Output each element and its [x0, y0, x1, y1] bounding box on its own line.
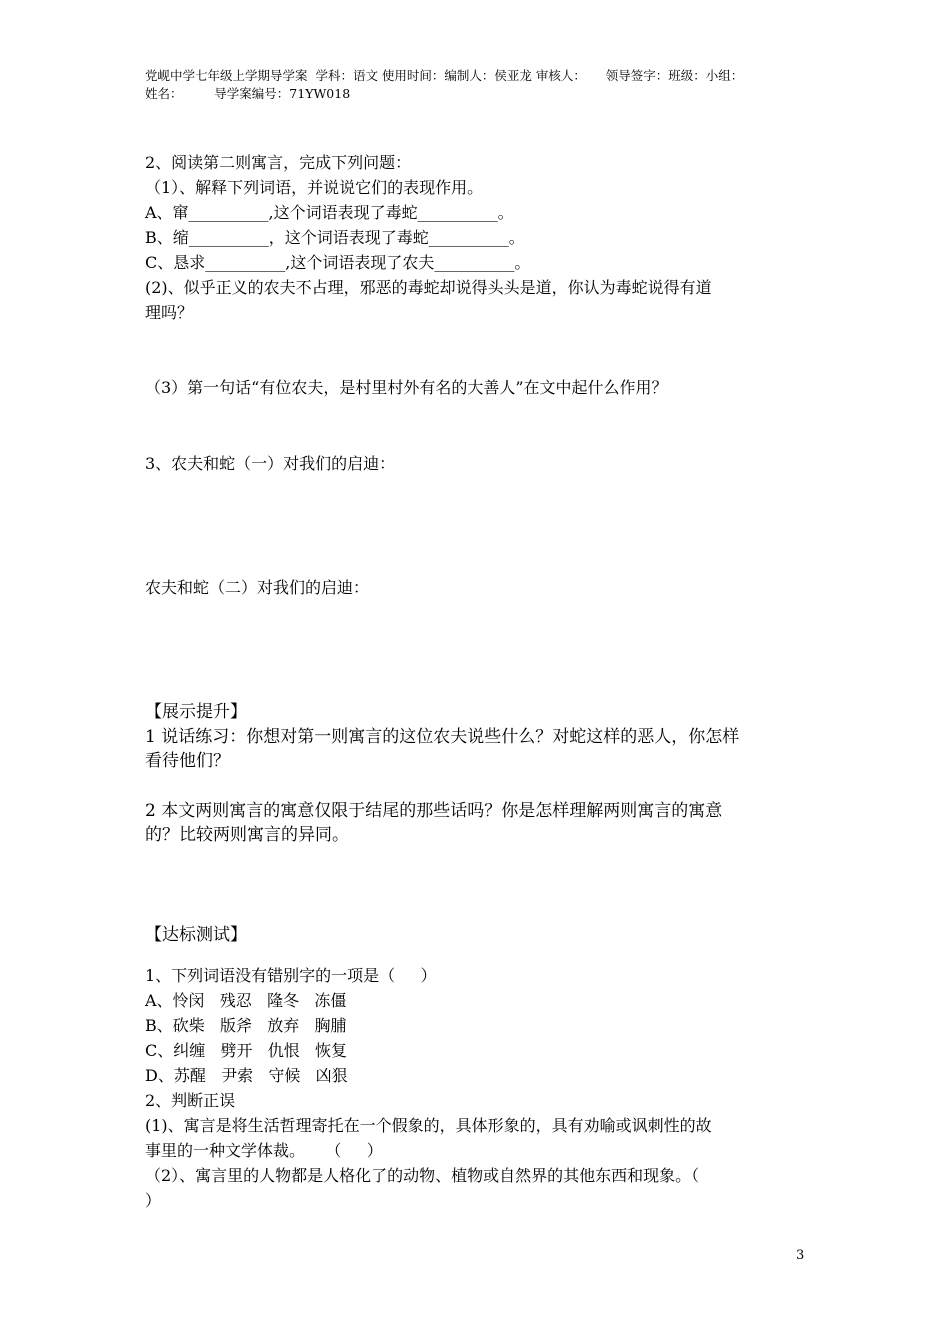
question-2-sub-2-line-2: 理吗？ — [145, 303, 194, 322]
zhanshi-q1-line-2: 看待他们？ — [145, 751, 230, 771]
dabiao-option-d: D、苏醒 尹索 守候 凶狠 — [145, 1066, 348, 1085]
dabiao-q2: 2、判断正误 — [145, 1091, 236, 1110]
section-heading-zhanshi: 【展示提升】 — [145, 702, 247, 722]
page-number: 3 — [796, 1248, 805, 1263]
section-heading-dabiao: 【达标测试】 — [145, 925, 247, 945]
question-2-item-a: A、窜__________,这个词语表现了毒蛇__________。 — [145, 203, 514, 222]
question-2-title: 2、阅读第二则寓言，完成下列问题： — [145, 153, 412, 172]
judge-1-line-2: 事里的一种文学体裁。 （ ） — [145, 1141, 383, 1160]
header-line-1: 党岘中学七年级上学期导学案 学科：语文 使用时间：编制人：侯亚龙 审核人： 领导签字：班级：小组： — [145, 68, 744, 83]
question-2-item-b: B、缩__________，这个词语表现了毒蛇__________。 — [145, 228, 525, 247]
dabiao-option-c: C、纠缠 劈开 仇恨 恢复 — [145, 1041, 348, 1060]
zhanshi-q1-line-1: 1 说话练习：你想对第一则寓言的这位农夫说些什么？对蛇这样的恶人，你怎样 — [145, 727, 740, 747]
question-2-sub-2-line-1: (2)、似乎正义的农夫不占理，邪恶的毒蛇却说得头头是道，你认为毒蛇说得有道 — [145, 278, 712, 297]
question-3-line-1: 3、农夫和蛇（一）对我们的启迪： — [145, 454, 396, 473]
dabiao-option-b: B、砍柴 版斧 放弃 胸脯 — [145, 1016, 347, 1035]
dabiao-q1: 1、下列词语没有错别字的一项是（ ） — [145, 966, 437, 985]
judge-2-line-1: （2）、寓言里的人物都是人格化了的动物、植物或自然界的其他东西和现象。（ — [145, 1166, 700, 1185]
dabiao-option-a: A、怜闵 残忍 隆冬 冻僵 — [145, 991, 347, 1010]
judge-2-line-2: ） — [145, 1191, 162, 1210]
question-2-sub-3: （3）第一句话“有位农夫，是村里村外有名的大善人”在文中起什么作用？ — [145, 378, 668, 397]
question-2-item-c: C、恳求__________,这个词语表现了农夫__________。 — [145, 253, 531, 272]
judge-1-line-1: (1)、寓言是将生活哲理寄托在一个假象的，具体形象的，具有劝喻或讽刺性的故 — [145, 1116, 712, 1135]
question-3-line-2: 农夫和蛇（二）对我们的启迪： — [145, 578, 370, 597]
zhanshi-q2-line-2: 的？比较两则寓言的异同。 — [145, 825, 349, 845]
zhanshi-q2-line-1: 2 本文两则寓言的寓意仅限于结尾的那些话吗？你是怎样理解两则寓言的寓意 — [145, 801, 723, 821]
question-2-sub-1: （1）、解释下列词语，并说说它们的表现作用。 — [145, 178, 484, 197]
header-line-2: 姓名： 导学案编号：71YW018 — [145, 86, 351, 101]
